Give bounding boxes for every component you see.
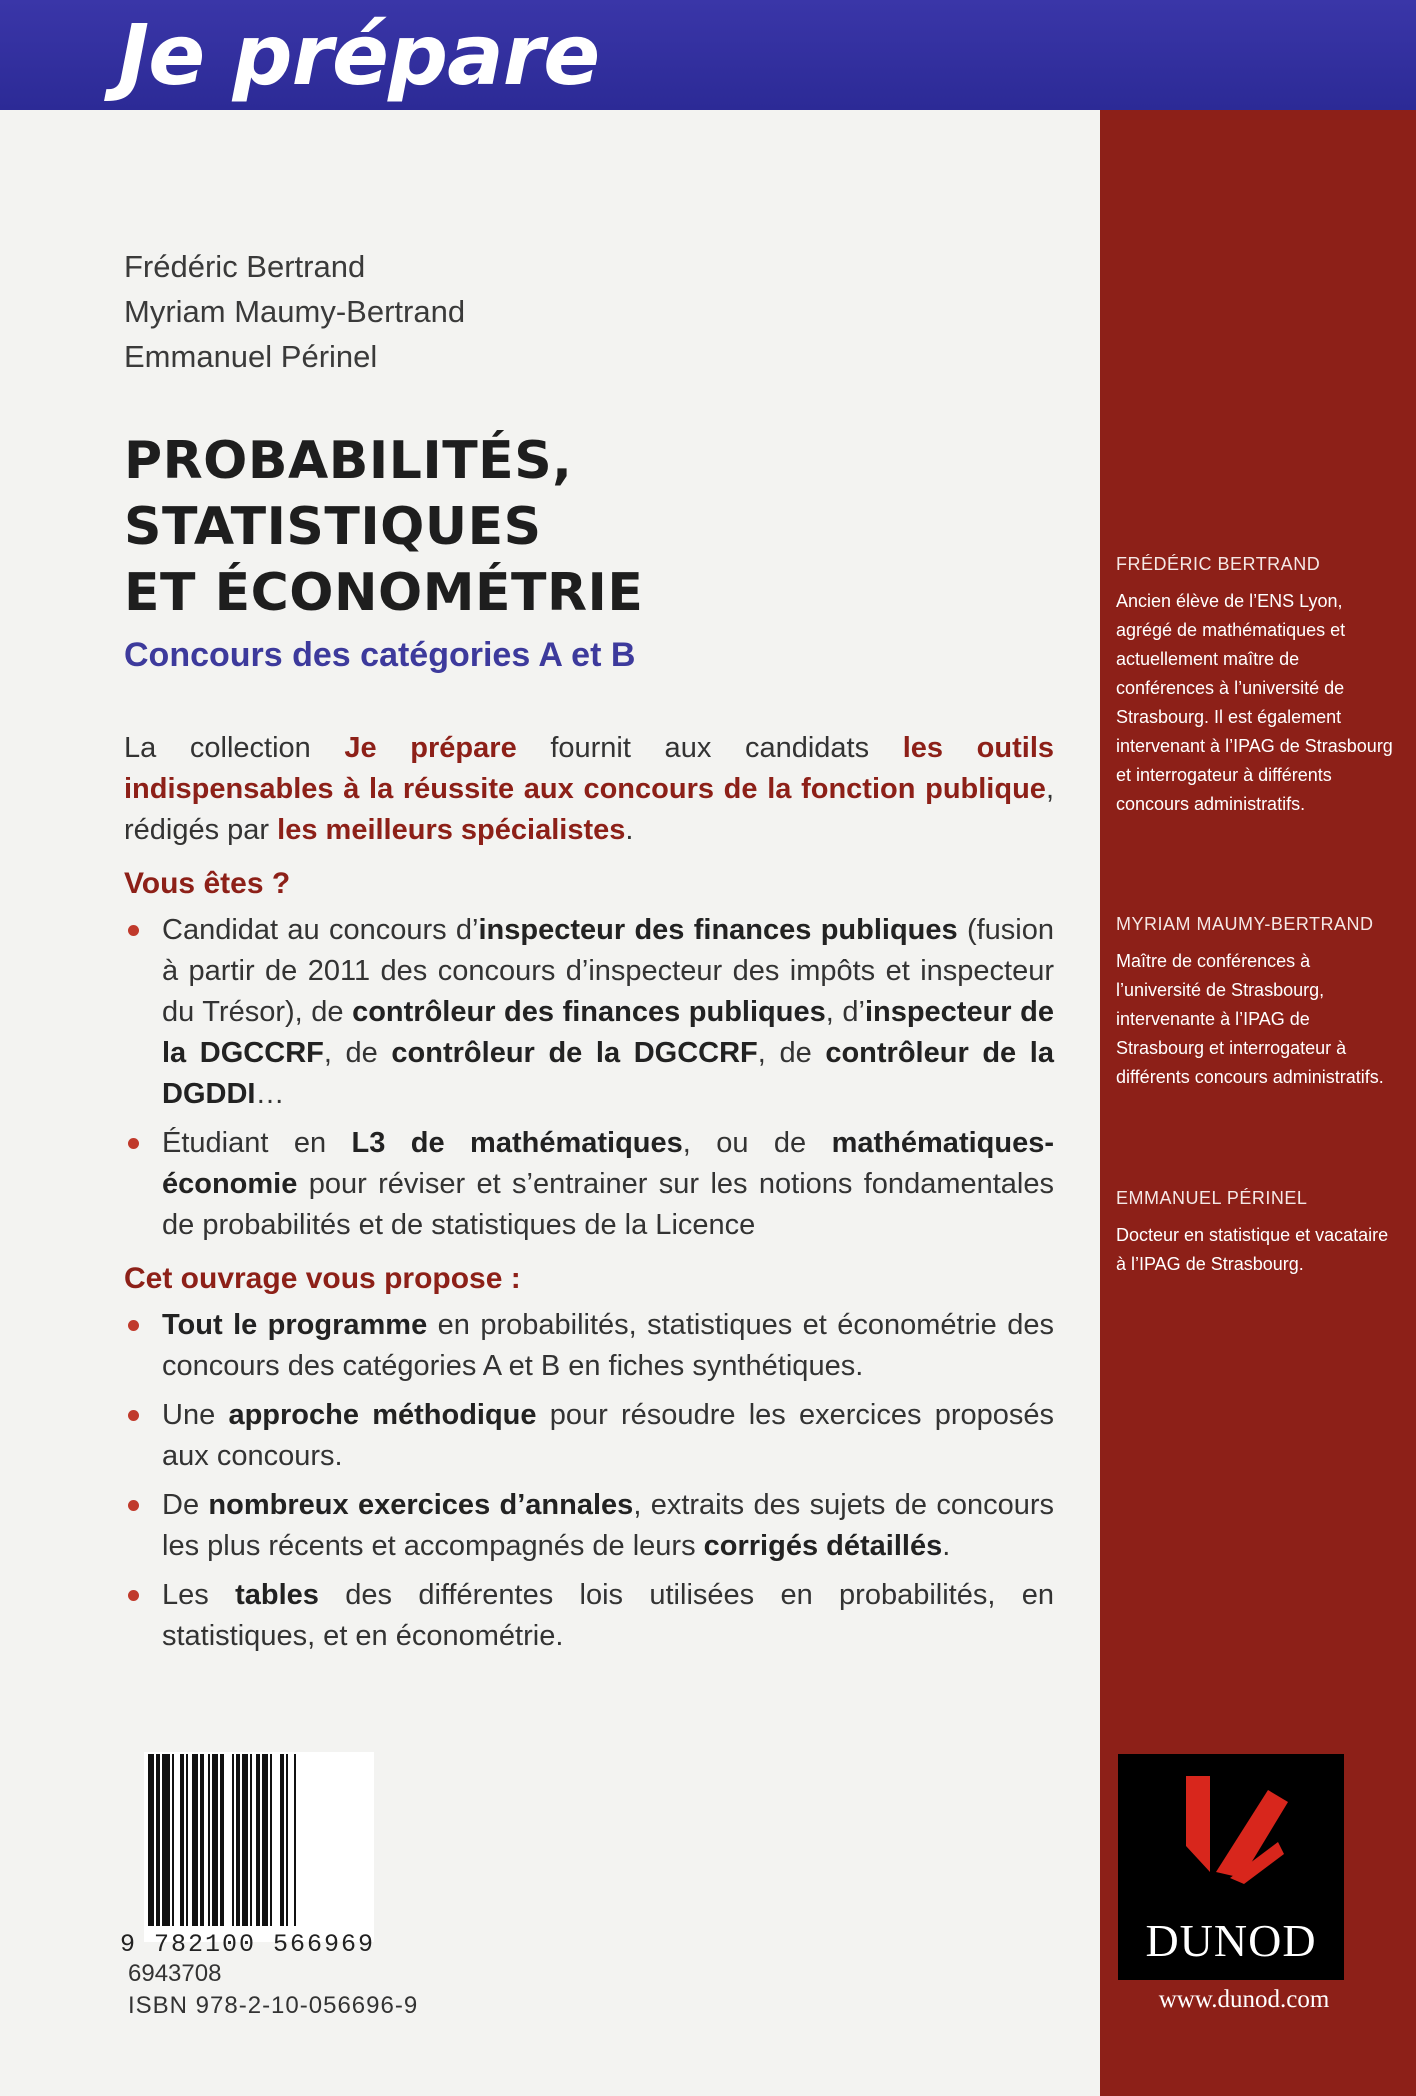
barcode-number: 9 782100 566969 (120, 1930, 376, 1959)
bio-name: FRÉDÉRIC BERTRAND (1116, 554, 1321, 574)
contents-list (124, 1305, 1054, 1657)
list-item: Étudiant en L3 de mathématiques, ou de mathématiques-économie pour réviser et s’entrainer sur les notions fondamentales de probabilités et de statistiques de la Licence (124, 1123, 1054, 1246)
bio-text: Maître de conférences à l’université de Strasbourg, intervenante à l’IPAG de Strasbourg et interrogateur à différents concours administratifs. (1116, 951, 1384, 1087)
section-heading: Vous êtes ? (124, 867, 291, 900)
dunod-mark-icon (1118, 1754, 1344, 1914)
audience-list (124, 910, 1054, 1246)
author-bio (1116, 914, 1396, 1092)
author-list (124, 244, 465, 379)
list-item: Candidat au concours d’inspecteur des finances publiques (fusion à partir de 2011 des concours d’inspecteur des impôts et inspecteur du Trésor), de contrôleur des finances publiques, d’inspecteur de la DGCCRF, de contrôleur de la DGCCRF, de contrôleur de la DGDDI… (124, 910, 1054, 1115)
bio-name: EMMANUEL PÉRINEL (1116, 1188, 1308, 1208)
publisher-name: DUNOD (1145, 1915, 1317, 1966)
author-name: Myriam Maumy-Bertrand (124, 294, 466, 329)
author-name: Emmanuel Périnel (124, 339, 378, 374)
list-item: De nombreux exercices d’annales, extraits des sujets de concours les plus récents et accompagnés de leurs corrigés détaillés. (124, 1485, 1054, 1567)
book-title (124, 428, 1024, 626)
list-item: Les tables des différentes lois utilisées en probabilités, en statistiques, et en économétrie. (124, 1575, 1054, 1657)
author-bio (1116, 554, 1396, 819)
publisher-url[interactable]: www.dunod.com (1158, 1986, 1330, 2013)
book-subtitle: Concours des catégories A et B (124, 636, 636, 674)
title-line: ET ÉCONOMÉTRIE (124, 563, 644, 623)
list-item: Une approche méthodique pour résoudre les exercices proposés aux concours. (124, 1395, 1054, 1477)
author-name: Frédéric Bertrand (124, 249, 366, 284)
title-line: STATISTIQUES (124, 497, 542, 557)
product-code: 6943708 (128, 1960, 222, 1987)
description (124, 728, 1054, 1665)
section-heading: Cet ouvrage vous propose : (124, 1262, 521, 1295)
series-name: Je prépare (118, 6, 600, 104)
author-bio (1116, 1188, 1396, 1279)
barcode (144, 1752, 374, 1942)
list-item: Tout le programme en probabilités, statistiques et économétrie des concours des catégories A et B en fiches synthétiques. (124, 1305, 1054, 1387)
bio-text: Docteur en statistique et vacataire à l’IPAG de Strasbourg. (1116, 1225, 1389, 1274)
title-line: PROBABILITÉS, (124, 431, 573, 491)
bio-name: MYRIAM MAUMY-BERTRAND (1116, 914, 1374, 934)
publisher-logo (1118, 1754, 1344, 1980)
intro-paragraph: La collection Je prépare fournit aux candidats les outils indispensables à la réussite aux concours de la fonction publique, rédigés par les meilleurs spécialistes. (124, 732, 1055, 846)
isbn: ISBN 978-2-10-056696-9 (128, 1992, 419, 2019)
series-band (0, 0, 1416, 110)
bio-text: Ancien élève de l’ENS Lyon, agrégé de mathématiques et actuellement maître de conférences à l’université de Strasbourg. Il est également intervenant à l’IPAG de Strasbourg et interrogateur à différents concours administratifs. (1116, 591, 1393, 814)
